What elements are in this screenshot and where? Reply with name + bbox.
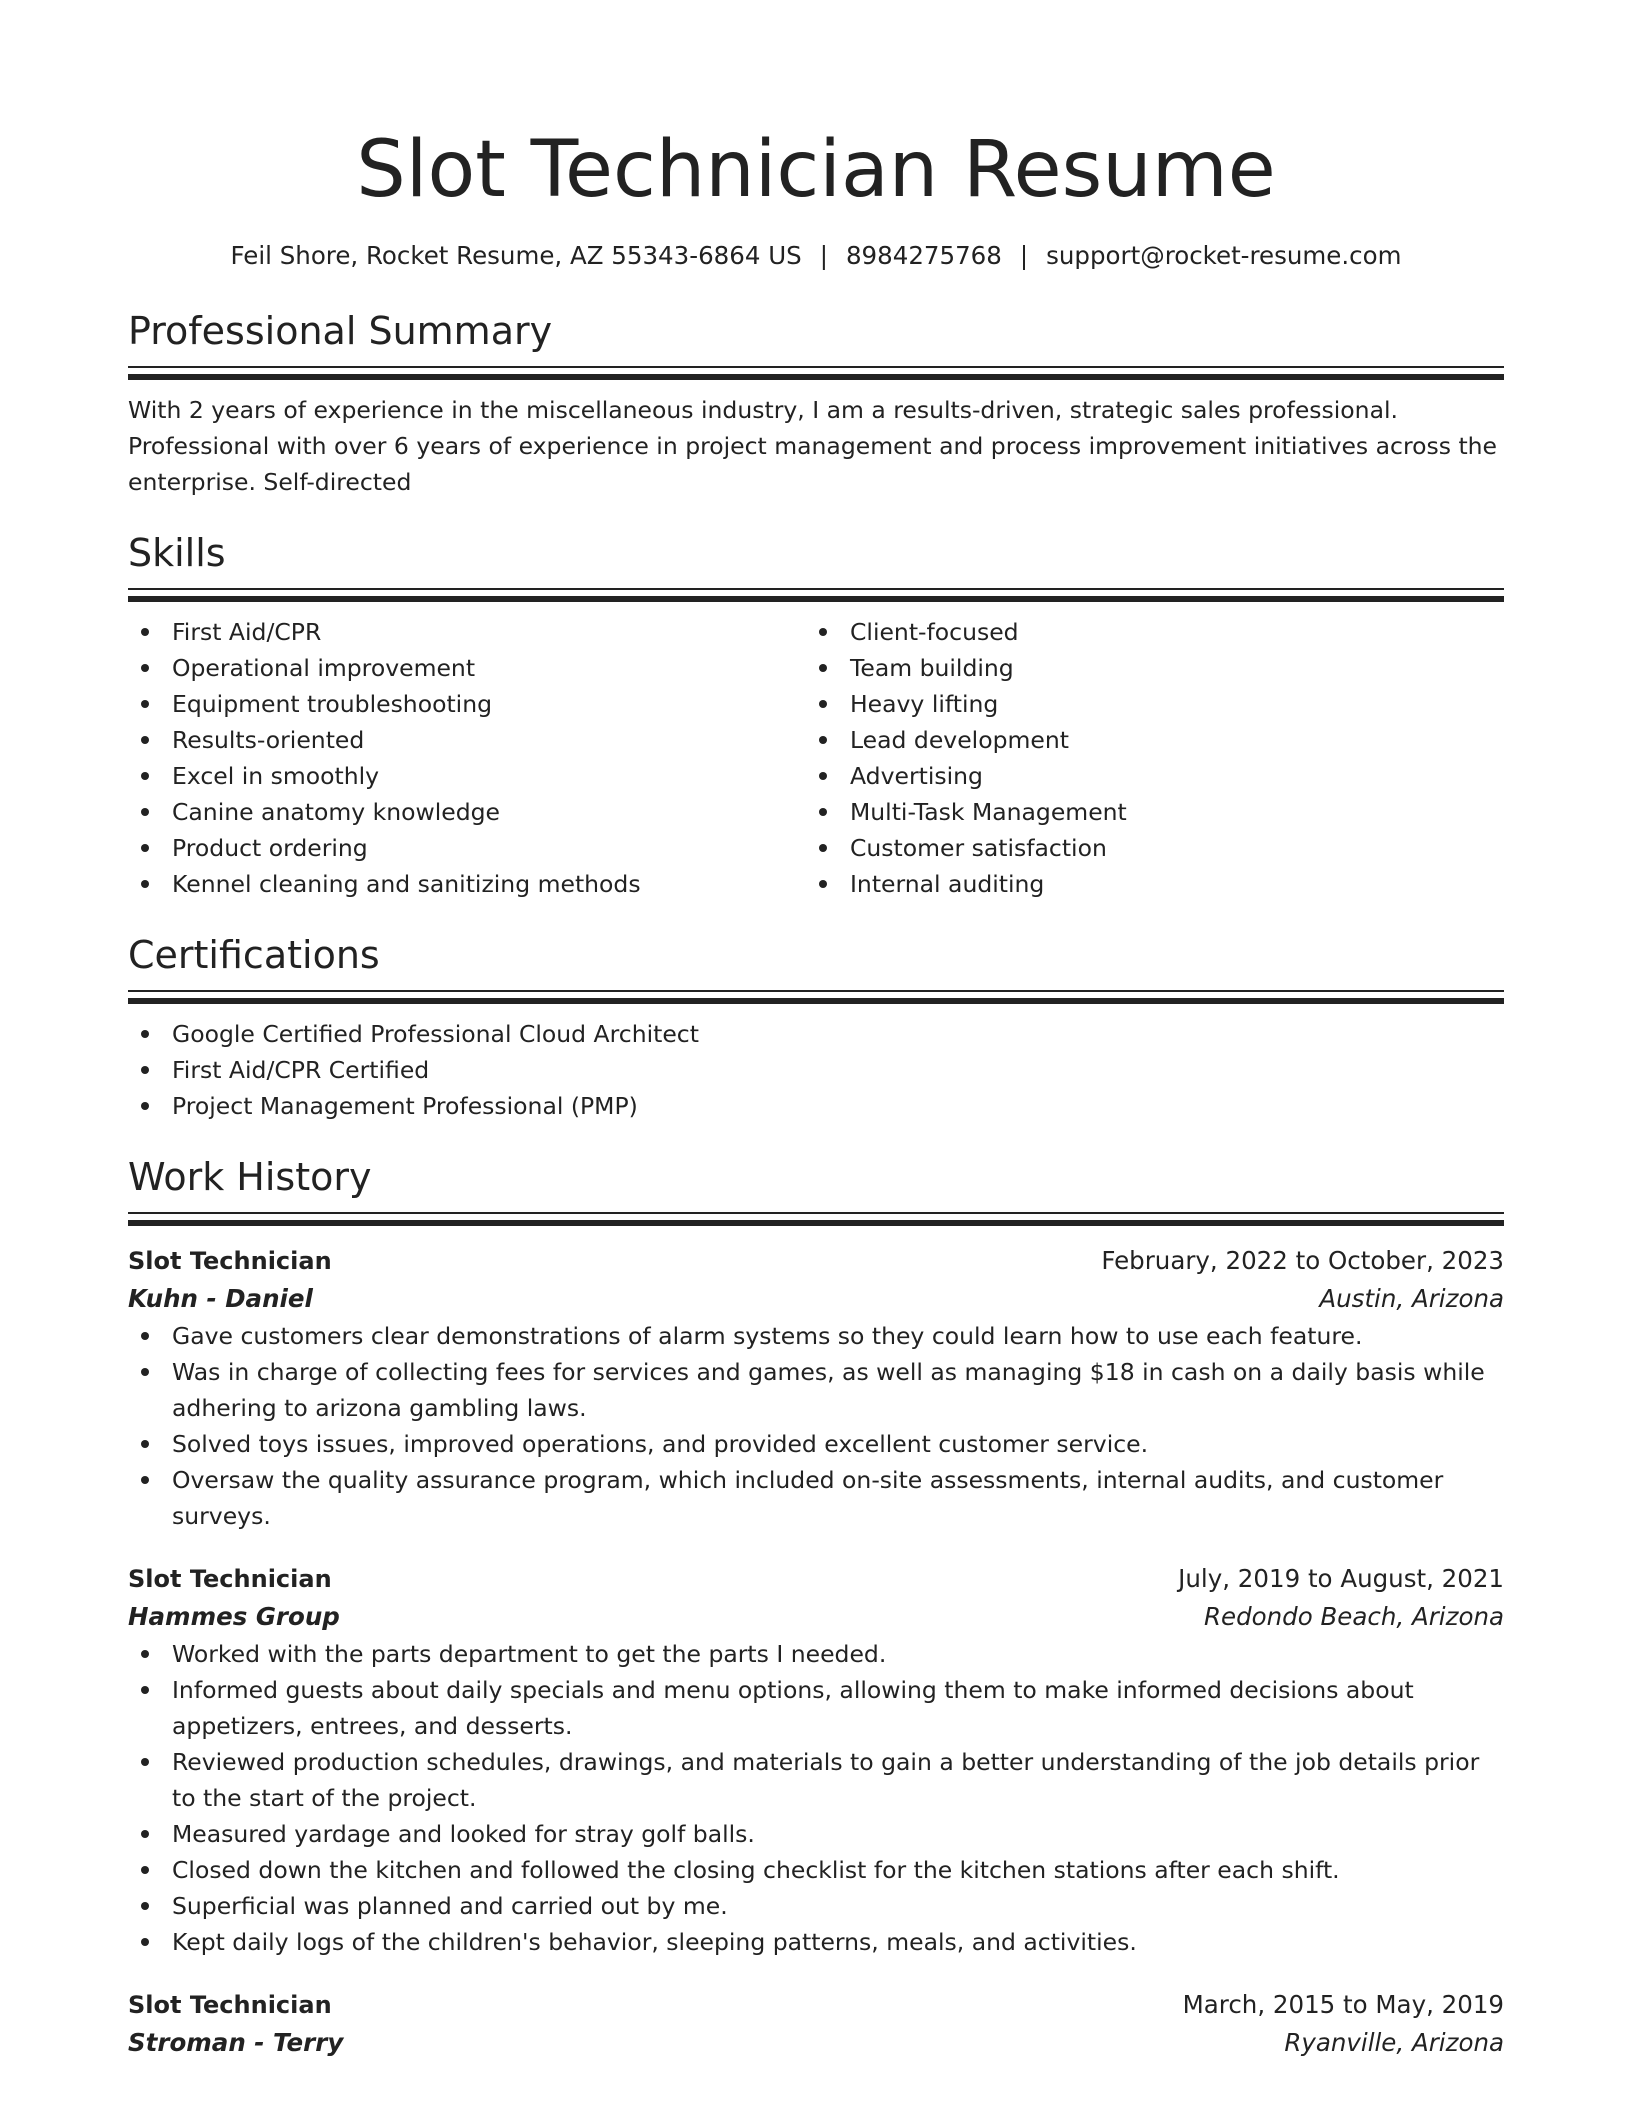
skill-item: Equipment troubleshooting bbox=[128, 686, 806, 722]
bullet-icon bbox=[141, 1686, 149, 1694]
job-title: Slot Technician bbox=[128, 1991, 332, 2019]
section-heading-certifications: Certifications bbox=[128, 933, 380, 977]
job-title: Slot Technician bbox=[128, 1247, 332, 1275]
work-history-section bbox=[128, 1152, 1504, 2062]
skills-grid bbox=[128, 614, 1504, 902]
duty-item: Worked with the parts department to get the parts I needed. bbox=[128, 1636, 1504, 1672]
contact-email: support@rocket-resume.com bbox=[1046, 241, 1402, 270]
resume-title: Slot Technician Resume bbox=[356, 125, 1276, 215]
bullet-icon bbox=[141, 1476, 149, 1484]
job-dates: July, 2019 to August, 2021 bbox=[1178, 1564, 1504, 1593]
certifications-section bbox=[128, 930, 1504, 1124]
bullet-icon bbox=[141, 1066, 149, 1074]
skill-item: Operational improvement bbox=[128, 650, 806, 686]
bullet-icon bbox=[141, 808, 149, 816]
bullet-icon bbox=[141, 1030, 149, 1038]
job-entry bbox=[128, 1242, 1504, 1534]
bullet-icon bbox=[819, 772, 827, 780]
bullet-icon bbox=[141, 736, 149, 744]
skill-item: First Aid/CPR bbox=[128, 614, 806, 650]
bullet-icon bbox=[819, 808, 827, 816]
job-location: Redondo Beach, Arizona bbox=[1204, 1602, 1504, 1631]
duty-item: Superficial was planned and carried out by me. bbox=[128, 1888, 1504, 1924]
job-subheader bbox=[128, 1280, 1504, 1318]
section-divider bbox=[128, 990, 1504, 992]
bullet-icon bbox=[819, 700, 827, 708]
certification-item: Google Certified Professional Cloud Architect bbox=[128, 1016, 1504, 1052]
job-duties bbox=[128, 1318, 1504, 1534]
section-divider bbox=[128, 366, 1504, 368]
skills-section bbox=[128, 528, 1504, 902]
certification-item: First Aid/CPR Certified bbox=[128, 1052, 1504, 1088]
skill-item: Excel in smoothly bbox=[128, 758, 806, 794]
job-dates: March, 2015 to May, 2019 bbox=[1182, 1990, 1504, 2019]
bullet-icon bbox=[141, 772, 149, 780]
skill-item: Advertising bbox=[806, 758, 1484, 794]
contact-phone: 8984275768 bbox=[845, 241, 1002, 270]
bullet-icon bbox=[141, 1866, 149, 1874]
bullet-icon bbox=[141, 1758, 149, 1766]
skill-item: Internal auditing bbox=[806, 866, 1484, 902]
bullet-icon bbox=[141, 1650, 149, 1658]
skill-item: Team building bbox=[806, 650, 1484, 686]
contact-address: Feil Shore, Rocket Resume, AZ 55343-6864 US bbox=[230, 241, 802, 270]
certification-item: Project Management Professional (PMP) bbox=[128, 1088, 1504, 1124]
job-header bbox=[128, 1242, 1504, 1280]
job-entry bbox=[128, 1560, 1504, 1960]
bullet-icon bbox=[819, 880, 827, 888]
duty-item: Was in charge of collecting fees for services and games, as well as managing $18 in cash on a daily basis while adhering to arizona gambling laws. bbox=[128, 1354, 1504, 1426]
section-heading-summary: Professional Summary bbox=[128, 309, 553, 353]
bullet-icon bbox=[141, 700, 149, 708]
bullet-icon bbox=[141, 1368, 149, 1376]
skill-item: Client-focused bbox=[806, 614, 1484, 650]
job-company: Kuhn - Daniel bbox=[128, 1284, 313, 1313]
bullet-icon bbox=[141, 844, 149, 852]
section-heading-skills: Skills bbox=[128, 531, 226, 575]
duty-item: Measured yardage and looked for stray golf balls. bbox=[128, 1816, 1504, 1852]
section-divider bbox=[128, 1220, 1504, 1226]
job-duties bbox=[128, 1636, 1504, 1960]
skill-item: Product ordering bbox=[128, 830, 806, 866]
job-company: Stroman - Terry bbox=[128, 2028, 344, 2057]
skill-item: Lead development bbox=[806, 722, 1484, 758]
contact-separator: | bbox=[819, 241, 828, 270]
bullet-icon bbox=[819, 628, 827, 636]
skill-item: Canine anatomy knowledge bbox=[128, 794, 806, 830]
contact-separator: | bbox=[1019, 241, 1029, 270]
section-divider bbox=[128, 588, 1504, 590]
bullet-icon bbox=[141, 628, 149, 636]
contact-line bbox=[128, 238, 1504, 274]
skill-item: Heavy lifting bbox=[806, 686, 1484, 722]
job-title: Slot Technician bbox=[128, 1565, 332, 1593]
certifications-list bbox=[128, 1016, 1504, 1124]
job-header bbox=[128, 1560, 1504, 1598]
summary-section bbox=[128, 306, 1504, 500]
duty-item: Kept daily logs of the children's behavior, sleeping patterns, meals, and activities. bbox=[128, 1924, 1504, 1960]
duty-item: Solved toys issues, improved operations, and provided excellent customer service. bbox=[128, 1426, 1504, 1462]
job-subheader bbox=[128, 1598, 1504, 1636]
duty-item: Informed guests about daily specials and menu options, allowing them to make informed decisions about appetizers, entrees, and desserts. bbox=[128, 1672, 1504, 1744]
summary-text: With 2 years of experience in the miscellaneous industry, I am a results-driven, strategic sales professional. Professional with over 6 years of experience in project management and process improvement initiatives across the enterprise. Self-directed bbox=[128, 396, 1498, 496]
job-header bbox=[128, 1986, 1504, 2024]
duty-item: Closed down the kitchen and followed the closing checklist for the kitchen stations after each shift. bbox=[128, 1852, 1504, 1888]
bullet-icon bbox=[141, 664, 149, 672]
section-divider bbox=[128, 596, 1504, 602]
job-entry bbox=[128, 1986, 1504, 2062]
skills-list-left bbox=[128, 614, 806, 902]
skills-list-right bbox=[806, 614, 1484, 902]
bullet-icon bbox=[141, 1332, 149, 1340]
duty-item: Gave customers clear demonstrations of alarm systems so they could learn how to use each feature. bbox=[128, 1318, 1504, 1354]
job-subheader bbox=[128, 2024, 1504, 2062]
skill-item: Kennel cleaning and sanitizing methods bbox=[128, 866, 806, 902]
bullet-icon bbox=[141, 1902, 149, 1910]
section-divider bbox=[128, 1212, 1504, 1214]
duty-item: Reviewed production schedules, drawings, and materials to gain a better understanding of the job details prior to the start of the project. bbox=[128, 1744, 1504, 1816]
skill-item: Customer satisfaction bbox=[806, 830, 1484, 866]
bullet-icon bbox=[819, 736, 827, 744]
bullet-icon bbox=[141, 1830, 149, 1838]
bullet-icon bbox=[819, 664, 827, 672]
bullet-icon bbox=[141, 1440, 149, 1448]
job-location: Ryanville, Arizona bbox=[1284, 2028, 1504, 2057]
section-heading-work-history: Work History bbox=[128, 1155, 372, 1199]
section-divider bbox=[128, 374, 1504, 380]
job-location: Austin, Arizona bbox=[1319, 1284, 1504, 1313]
skill-item: Multi-Task Management bbox=[806, 794, 1484, 830]
job-dates: February, 2022 to October, 2023 bbox=[1101, 1246, 1504, 1275]
section-divider bbox=[128, 998, 1504, 1004]
duty-item: Oversaw the quality assurance program, which included on-site assessments, internal audits, and customer surveys. bbox=[128, 1462, 1504, 1534]
job-company: Hammes Group bbox=[128, 1602, 340, 1631]
bullet-icon bbox=[141, 1102, 149, 1110]
bullet-icon bbox=[819, 844, 827, 852]
bullet-icon bbox=[141, 1938, 149, 1946]
resume-page bbox=[128, 0, 1504, 2062]
skill-item: Results-oriented bbox=[128, 722, 806, 758]
bullet-icon bbox=[141, 880, 149, 888]
